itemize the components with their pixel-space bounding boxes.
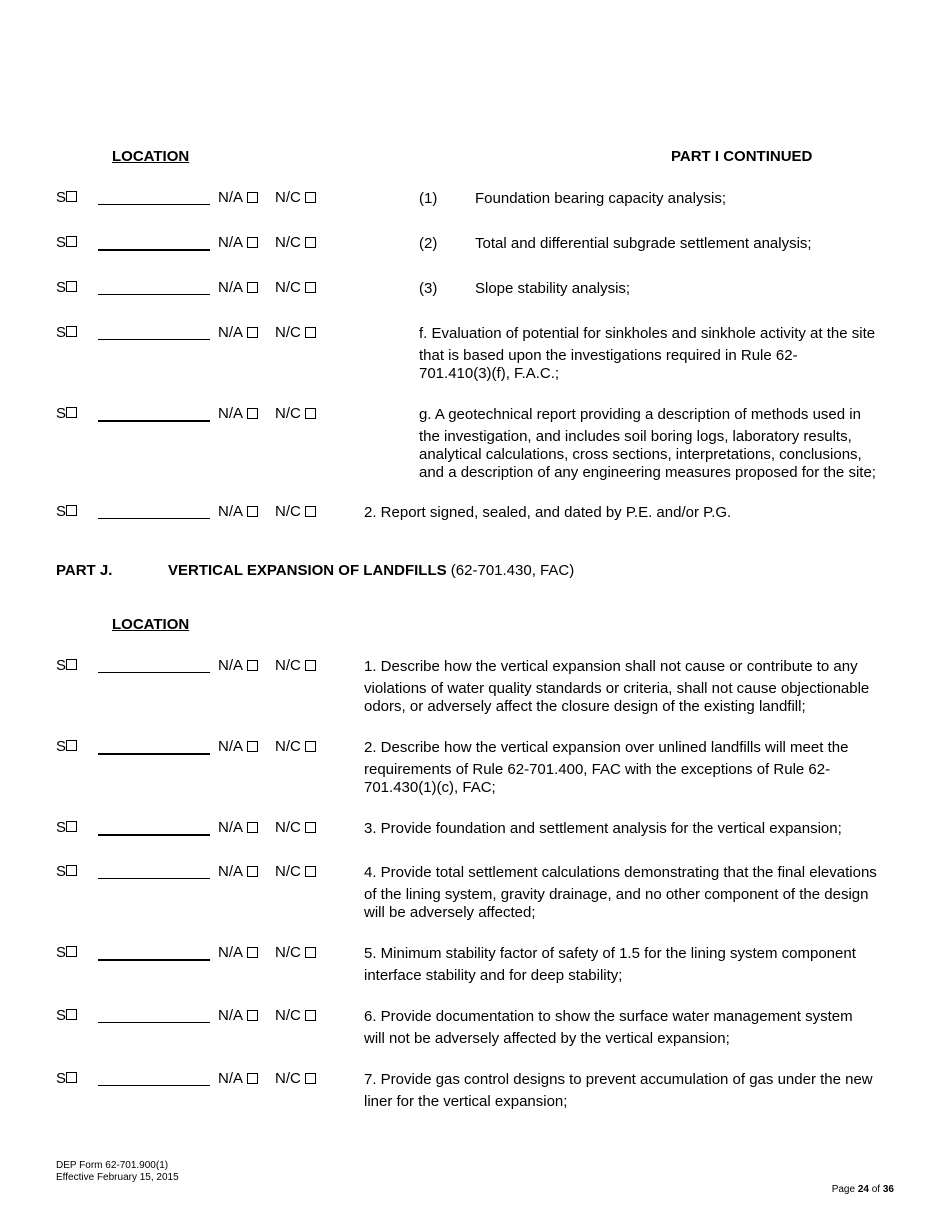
text-line: 701.430(1)(c), FAC; <box>364 779 496 796</box>
na-label: N/A <box>218 503 244 520</box>
s-checkbox[interactable] <box>66 821 77 832</box>
item-number: (3) <box>419 280 438 297</box>
nc-checkbox[interactable] <box>305 741 316 752</box>
item-number: (1) <box>419 190 438 207</box>
text-line: 2. Describe how the vertical expansion over unlined landfills will meet the <box>364 739 849 756</box>
na-option <box>218 656 258 676</box>
item-text: Total and differential subgrade settlement analysis; <box>475 235 812 252</box>
na-option <box>218 1069 258 1089</box>
nc-label: N/C <box>275 189 301 206</box>
na-label: N/A <box>218 279 244 296</box>
nc-option <box>275 188 316 208</box>
nc-checkbox[interactable] <box>305 866 316 877</box>
nc-checkbox[interactable] <box>305 947 316 958</box>
part-j-reference: (62-701.430, FAC) <box>450 562 575 579</box>
part-heading: PART I CONTINUED <box>671 148 813 165</box>
s-checkbox[interactable] <box>66 865 77 876</box>
text-line: 7. Provide gas control designs to prevent accumulation of gas under the new <box>364 1071 873 1088</box>
nc-checkbox[interactable] <box>305 408 316 419</box>
nc-checkbox[interactable] <box>305 237 316 248</box>
text-line: will be adversely affected; <box>364 904 536 921</box>
location-blank[interactable] <box>98 249 210 251</box>
nc-label: N/C <box>275 1070 301 1087</box>
nc-option <box>275 278 316 298</box>
item-text: Foundation bearing capacity analysis; <box>475 190 726 207</box>
text-line: violations of water quality standards or criteria, shall not cause objectionable <box>364 680 870 697</box>
s-checkbox[interactable] <box>66 281 77 292</box>
na-checkbox[interactable] <box>247 866 258 877</box>
item-number: (2) <box>419 235 438 252</box>
location-blank[interactable] <box>98 959 210 961</box>
nc-option <box>275 323 316 343</box>
nc-checkbox[interactable] <box>305 1010 316 1021</box>
location-blank[interactable] <box>98 1022 210 1023</box>
text-line: 3. Provide foundation and settlement analysis for the vertical expansion; <box>364 820 842 837</box>
text-line: liner for the vertical expansion; <box>364 1093 568 1110</box>
nc-label: N/C <box>275 657 301 674</box>
text-line: of the lining system, gravity drainage, and no other component of the design <box>364 886 869 903</box>
location-blank[interactable] <box>98 204 210 205</box>
nc-label: N/C <box>275 738 301 755</box>
item-text <box>364 820 842 838</box>
nc-label: N/C <box>275 944 301 961</box>
s-checkbox[interactable] <box>66 505 77 516</box>
na-option <box>218 502 258 522</box>
na-option <box>218 233 258 253</box>
na-checkbox[interactable] <box>247 192 258 203</box>
nc-label: N/C <box>275 503 301 520</box>
na-label: N/A <box>218 405 244 422</box>
s-label: S <box>56 1070 67 1087</box>
location-blank[interactable] <box>98 294 210 295</box>
text-line: 6. Provide documentation to show the surface water management system <box>364 1008 853 1025</box>
s-label: S <box>56 324 67 341</box>
na-label: N/A <box>218 819 244 836</box>
na-checkbox[interactable] <box>247 1073 258 1084</box>
na-label: N/A <box>218 324 244 341</box>
location-heading: LOCATION <box>112 616 190 633</box>
na-checkbox[interactable] <box>247 237 258 248</box>
s-label: S <box>56 863 67 880</box>
s-label: S <box>56 738 67 755</box>
page-of: of <box>871 1184 881 1195</box>
na-checkbox[interactable] <box>247 822 258 833</box>
page-indicator <box>832 1184 894 1196</box>
nc-option <box>275 862 316 882</box>
s-checkbox[interactable] <box>66 1009 77 1020</box>
form-number: DEP Form 62-701.900(1) <box>56 1160 169 1171</box>
na-checkbox[interactable] <box>247 327 258 338</box>
na-label: N/A <box>218 234 244 251</box>
nc-option <box>275 233 316 253</box>
location-blank[interactable] <box>98 518 210 519</box>
na-checkbox[interactable] <box>247 282 258 293</box>
item-text <box>364 945 856 985</box>
nc-option <box>275 1069 316 1089</box>
page-total: 36 <box>882 1184 894 1195</box>
na-label: N/A <box>218 863 244 880</box>
text-line: analytical calculations, cross sections, interpretations, conclusions, <box>419 446 862 463</box>
nc-label: N/C <box>275 234 301 251</box>
location-heading: LOCATION <box>112 148 190 165</box>
s-checkbox[interactable] <box>66 191 77 202</box>
text-line: 4. Provide total settlement calculations demonstrating that the final elevations <box>364 864 877 881</box>
nc-option <box>275 502 316 522</box>
text-line: and a description of any engineering measures proposed for the site; <box>419 464 876 481</box>
text-line: requirements of Rule 62-701.400, FAC with the exceptions of Rule 62- <box>364 761 831 778</box>
text-line: will not be adversely affected by the vertical expansion; <box>364 1030 730 1047</box>
na-option <box>218 188 258 208</box>
nc-option <box>275 818 316 838</box>
nc-label: N/C <box>275 405 301 422</box>
effective-date: Effective February 15, 2015 <box>56 1172 179 1183</box>
na-option <box>218 862 258 882</box>
part-j-title: VERTICAL EXPANSION OF LANDFILLS <box>168 562 447 579</box>
s-checkbox[interactable] <box>66 740 77 751</box>
text-line: the investigation, and includes soil boring logs, laboratory results, <box>419 428 852 445</box>
na-label: N/A <box>218 738 244 755</box>
s-checkbox[interactable] <box>66 659 77 670</box>
s-label: S <box>56 657 67 674</box>
nc-checkbox[interactable] <box>305 1073 316 1084</box>
s-label: S <box>56 189 67 206</box>
na-checkbox[interactable] <box>247 660 258 671</box>
s-label: S <box>56 279 67 296</box>
item-text <box>364 1071 873 1111</box>
item-text <box>419 325 875 383</box>
nc-checkbox[interactable] <box>305 327 316 338</box>
na-label: N/A <box>218 944 244 961</box>
text-line: 5. Minimum stability factor of safety of 1.5 for the lining system component <box>364 945 856 962</box>
nc-label: N/C <box>275 863 301 880</box>
nc-option <box>275 1006 316 1026</box>
footer-form-info <box>56 1160 179 1184</box>
na-option <box>218 323 258 343</box>
text-line: odors, or adversely affect the closure design of the existing landfill; <box>364 698 806 715</box>
text-line: interface stability and for deep stability; <box>364 967 623 984</box>
text-line: 701.410(3)(f), F.A.C.; <box>419 365 560 382</box>
text-line: 2. Report signed, sealed, and dated by P.E. and/or P.G. <box>364 504 732 521</box>
text-line: g. A geotechnical report providing a description of methods used in <box>419 406 861 423</box>
item-text: Slope stability analysis; <box>475 280 631 297</box>
page-number: 24 <box>857 1184 869 1195</box>
na-checkbox[interactable] <box>247 408 258 419</box>
na-option <box>218 404 258 424</box>
s-checkbox[interactable] <box>66 946 77 957</box>
s-checkbox[interactable] <box>66 236 77 247</box>
na-option <box>218 278 258 298</box>
part-j-label: PART J. <box>56 562 113 579</box>
location-blank[interactable] <box>98 834 210 836</box>
location-blank[interactable] <box>98 420 210 422</box>
s-label: S <box>56 405 67 422</box>
text-line: 1. Describe how the vertical expansion shall not cause or contribute to any <box>364 658 858 675</box>
na-checkbox[interactable] <box>247 741 258 752</box>
location-blank[interactable] <box>98 1085 210 1086</box>
page-prefix: Page <box>831 1184 856 1195</box>
na-option <box>218 737 258 757</box>
location-blank[interactable] <box>98 672 210 673</box>
nc-checkbox[interactable] <box>305 660 316 671</box>
s-label: S <box>56 503 67 520</box>
nc-label: N/C <box>275 324 301 341</box>
na-label: N/A <box>218 1070 244 1087</box>
item-text <box>364 739 848 797</box>
item-text <box>364 864 877 922</box>
na-checkbox[interactable] <box>247 947 258 958</box>
location-blank[interactable] <box>98 878 210 879</box>
nc-option <box>275 737 316 757</box>
na-label: N/A <box>218 1007 244 1024</box>
na-label: N/A <box>218 657 244 674</box>
nc-option <box>275 656 316 676</box>
nc-checkbox[interactable] <box>305 192 316 203</box>
na-option <box>218 1006 258 1026</box>
nc-label: N/C <box>275 1007 301 1024</box>
na-option <box>218 943 258 963</box>
nc-option <box>275 943 316 963</box>
na-label: N/A <box>218 189 244 206</box>
na-checkbox[interactable] <box>247 1010 258 1021</box>
text-line: f. Evaluation of potential for sinkholes and sinkhole activity at the site <box>419 325 876 342</box>
location-blank[interactable] <box>98 339 210 340</box>
s-label: S <box>56 234 67 251</box>
s-checkbox[interactable] <box>66 1072 77 1083</box>
nc-label: N/C <box>275 279 301 296</box>
nc-checkbox[interactable] <box>305 822 316 833</box>
s-checkbox[interactable] <box>66 407 77 418</box>
location-blank[interactable] <box>98 753 210 755</box>
nc-checkbox[interactable] <box>305 506 316 517</box>
nc-label: N/C <box>275 819 301 836</box>
nc-checkbox[interactable] <box>305 282 316 293</box>
s-label: S <box>56 819 67 836</box>
s-label: S <box>56 1007 67 1024</box>
na-option <box>218 818 258 838</box>
na-checkbox[interactable] <box>247 506 258 517</box>
item-text <box>364 658 869 716</box>
item-text <box>364 1008 853 1048</box>
item-text <box>364 504 731 522</box>
s-checkbox[interactable] <box>66 326 77 337</box>
item-text <box>419 406 876 482</box>
part-j-heading <box>56 562 112 579</box>
nc-option <box>275 404 316 424</box>
text-line: that is based upon the investigations required in Rule 62- <box>419 347 798 364</box>
part-j-title-line <box>168 562 574 579</box>
s-label: S <box>56 944 67 961</box>
